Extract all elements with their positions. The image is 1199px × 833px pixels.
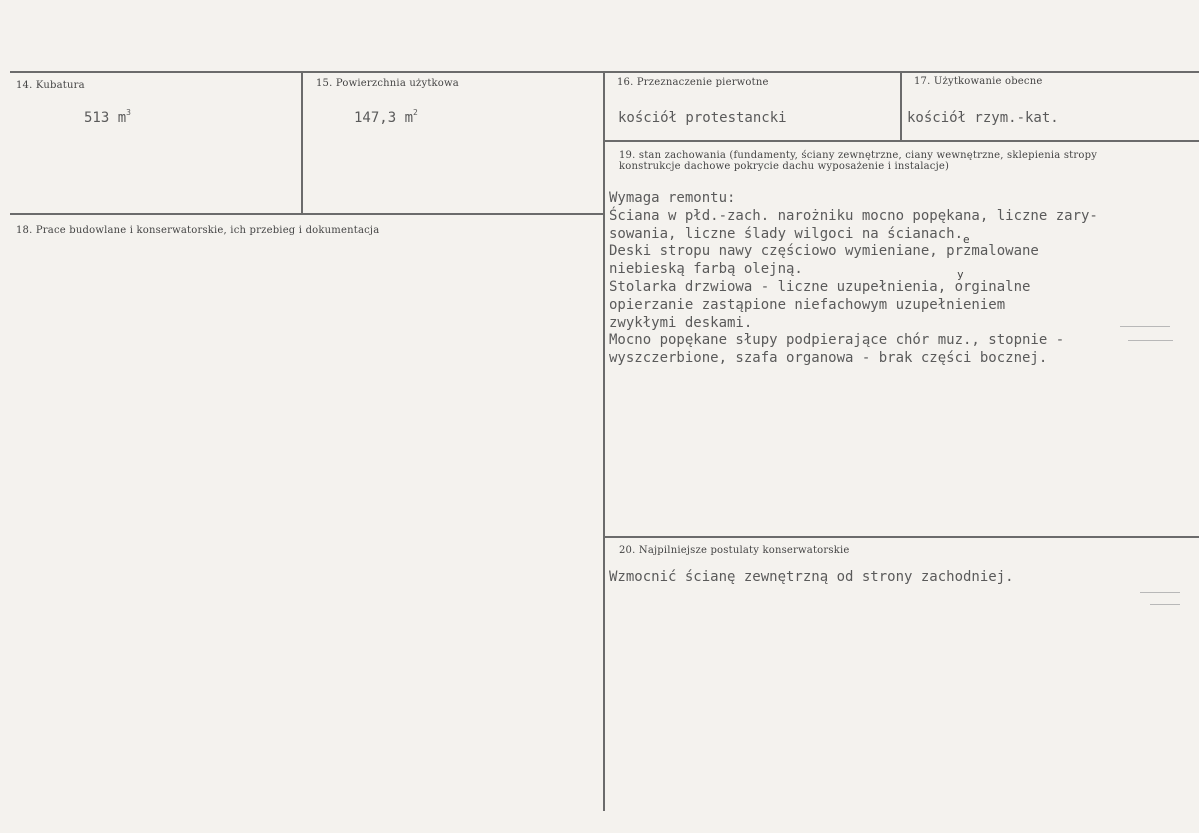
field-18-label: 18. Prace budowlane i konserwatorskie, ich przebieg i dokumentacja xyxy=(16,225,380,236)
condition-line: zwykłymi deskami. xyxy=(609,314,753,331)
field-14-value xyxy=(84,110,131,126)
paper-speck xyxy=(1120,326,1170,327)
condition-line: Mocno popękane słupy podpierające chór muz., stopnie - xyxy=(609,332,1065,349)
field-17-label: 17. Użytkowanie obecne xyxy=(914,76,1043,87)
field-20-label: 20. Najpilniejsze postulaty konserwatorskie xyxy=(619,545,850,556)
condition-line: Stolarka drzwiowa - liczne uzupełnienia, orginalne xyxy=(609,278,1031,295)
condition-line: Ściana w płd.-zach. narożniku mocno popękana, liczne zary- xyxy=(609,207,1098,224)
paper-speck xyxy=(1140,592,1180,593)
condition-line: Deski stropu nawy częściowo wymieniane, przmalowane xyxy=(609,243,1039,260)
field-19-label: 19. stan zachowania (fundamenty, ściany zewnętrzne, ciany wewnętrzne, sklepienia stropy konstrukcje dachowe pokrycie dachu wyposażenie i instalacje) xyxy=(619,150,1098,172)
main-divider xyxy=(603,71,605,811)
field-19-text xyxy=(609,190,1098,368)
cubature-value: 513 m xyxy=(84,110,127,126)
handwritten-correction-e: e xyxy=(963,233,970,246)
field-20-value: Wzmocnić ścianę zewnętrzną od strony zachodniej. xyxy=(609,569,1014,585)
area-unit-exponent: 2 xyxy=(413,108,418,117)
rule-under-14-15 xyxy=(10,213,604,215)
field-14-label: 14. Kubatura xyxy=(16,80,85,91)
condition-line: wyszczerbione, szafa organowa - brak części bocznej. xyxy=(609,350,1048,367)
field-16-label: 16. Przeznaczenie pierwotne xyxy=(617,77,769,88)
condition-line: opierzanie zastąpione niefachowym uzupełnieniem xyxy=(609,296,1006,313)
field-15-label: 15. Powierzchnia użytkowa xyxy=(316,78,459,89)
paper-speck xyxy=(1150,604,1180,605)
handwritten-correction-y: y xyxy=(957,268,964,281)
cubature-unit-exponent: 3 xyxy=(126,108,131,117)
paper-speck xyxy=(1128,340,1173,341)
divider-14-15 xyxy=(301,71,303,215)
field-16-value: kościół protestancki xyxy=(618,110,787,126)
rule-above-20 xyxy=(604,536,1199,538)
field-15-value xyxy=(354,110,418,126)
rule-under-16-17 xyxy=(604,140,1199,142)
usable-area-value: 147,3 m xyxy=(354,110,414,126)
condition-line: sowania, liczne ślady wilgoci na ścianach. xyxy=(609,225,964,242)
divider-16-17 xyxy=(900,71,902,141)
condition-line: Wymaga remontu: xyxy=(609,190,736,206)
field-17-value: kościół rzym.-kat. xyxy=(907,110,1059,126)
condition-line: niebieską farbą olejną. xyxy=(609,261,803,278)
